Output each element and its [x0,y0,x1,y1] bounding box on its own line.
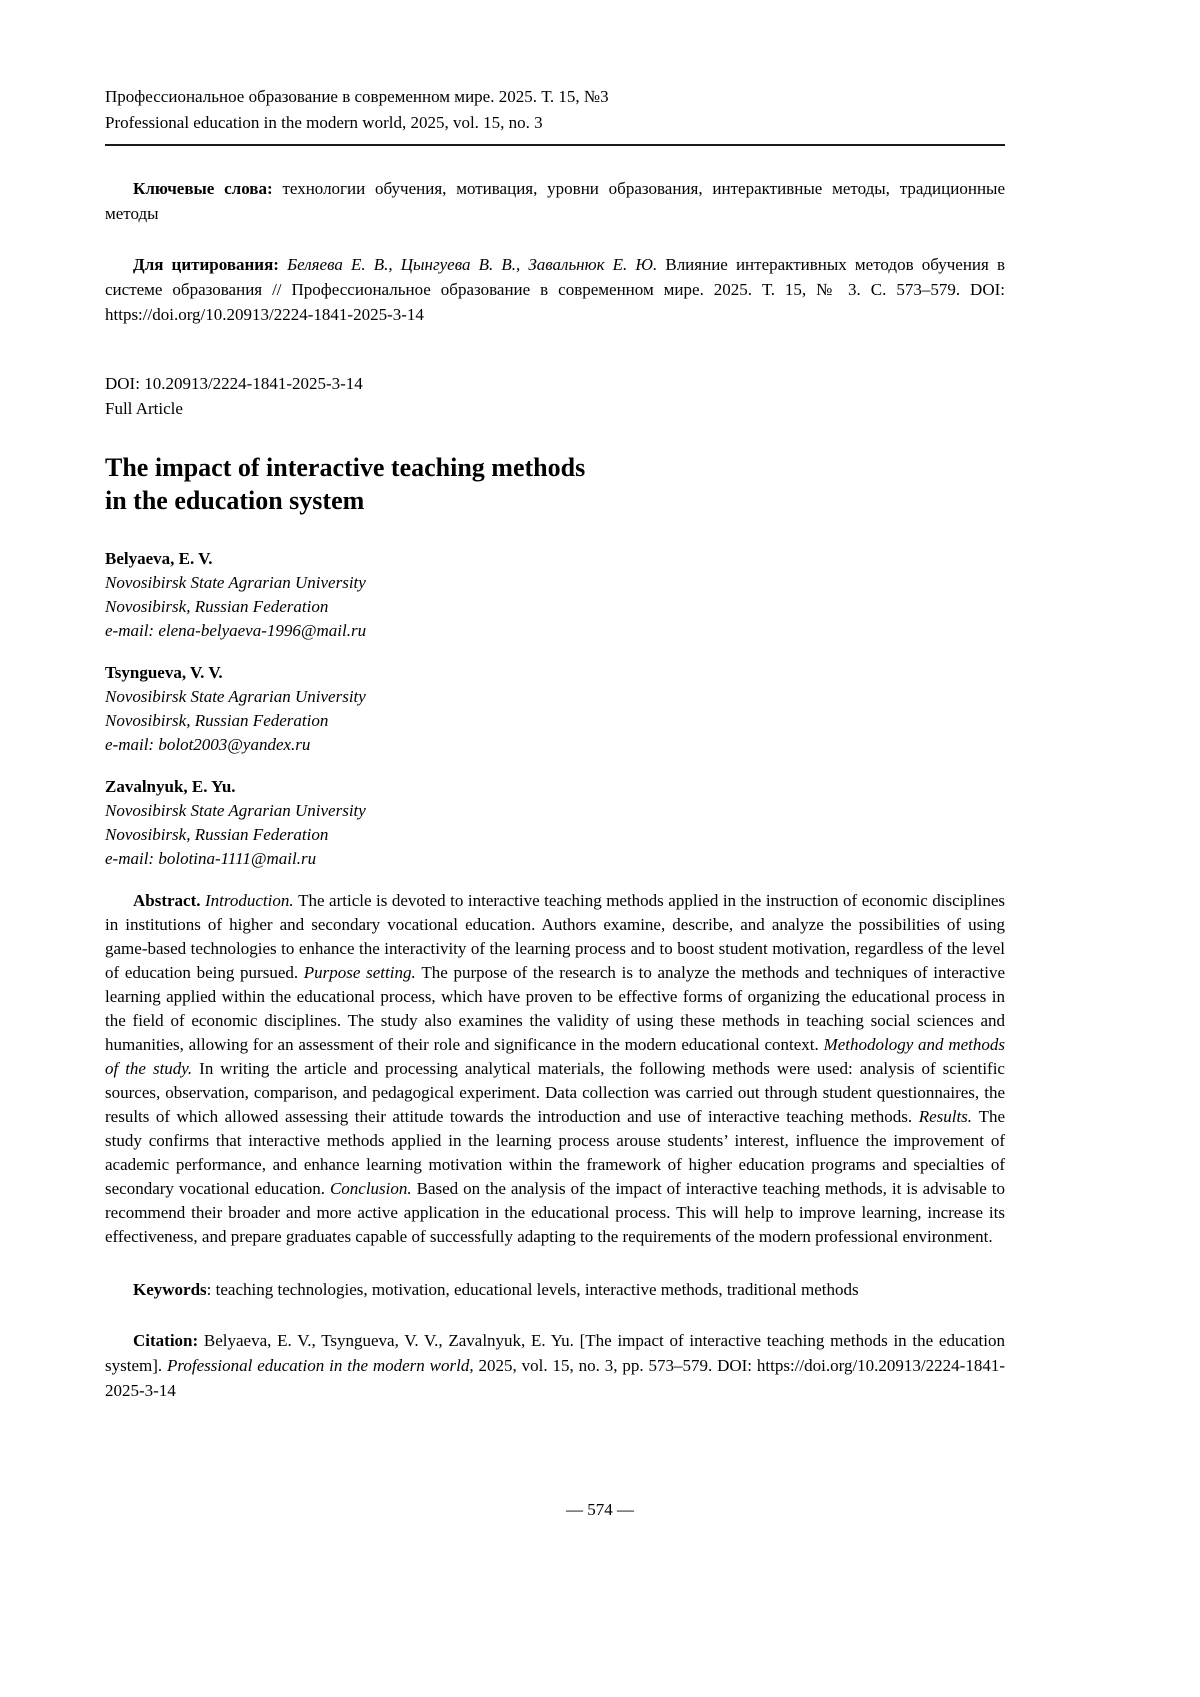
author-affiliation: Novosibirsk State Agrarian University [105,801,366,820]
author-block [105,547,1005,643]
author-email: e-mail: elena-belyaeva-1996@mail.ru [105,621,367,640]
keywords-en-paragraph: Keywords: teaching technologies, motivation, educational levels, interactive methods, traditional methods [133,1280,859,1299]
author-name: Tsyngueva, V. V. [105,663,223,682]
article-title-line-2: in the education system [105,486,365,515]
page-content [105,0,1005,1403]
keywords-ru-paragraph: Ключевые слова: технологии обучения, мотивация, уровни образования, интерактивные методы, традиционные методы [105,179,1006,223]
doi-block [105,371,1005,421]
author-location: Novosibirsk, Russian Federation [105,711,329,730]
authors-section [105,547,1005,871]
author-block [105,775,1005,871]
full-article-label: Full Article [105,399,183,418]
author-email: e-mail: bolot2003@yandex.ru [105,735,311,754]
journal-title-ru: Профессиональное образование в современном мире. 2025. Т. 15, №3 [105,87,609,106]
journal-title-en: Professional education in the modern world, 2025, vol. 15, no. 3 [105,113,543,132]
author-affiliation: Novosibirsk State Agrarian University [105,687,366,706]
article-title-line-1: The impact of interactive teaching methods [105,453,586,482]
citation-en-paragraph: Citation: Belyaeva, E. V., Tsyngueva, V. V., Zavalnyuk, E. Yu. [The impact of interactive teaching methods in the education system]. Professional education in the modern world, 2025, vol. 15, no. 3, pp. 573–579. DOI: https://doi.org/10.20913/2224-1841-2025-3-14 [105,1331,1005,1400]
author-location: Novosibirsk, Russian Federation [105,825,329,844]
doi-line: DOI: 10.20913/2224-1841-2025-3-14 [105,374,363,393]
author-block [105,661,1005,757]
author-name: Zavalnyuk, E. Yu. [105,777,236,796]
page-number: — 574 — [566,1500,634,1519]
author-name: Belyaeva, E. V. [105,549,213,568]
author-affiliation: Novosibirsk State Agrarian University [105,573,366,592]
author-location: Novosibirsk, Russian Federation [105,597,329,616]
running-head [105,0,1005,146]
citation-ru-paragraph: Для цитирования: Беляева Е. В., Цынгуева В. В., Завальнюк Е. Ю. Влияние интерактивных методов обучения в системе образования // Профессиональное образование в современном мире. 2025. Т. 15, № 3. С. 573–579. DOI: https://doi.org/10.20913/2224-1841-2025-3-14 [105,255,1005,324]
abstract-paragraph: Abstract. Introduction. The article is devoted to interactive teaching methods applied in the instruction of economic disciplines in institutions of higher and secondary vocational education. Authors examine, describe, and analyze the possibilities of using game-based technologies to enhance the interactivity of the learning process and to boost student motivation, regardless of the level of education being pursued. Purpose setting. The purpose of the research is to analyze the methods and techniques of interactive learning applied within the educational process, which have proven to be effective forms of organizing the educational process in the field of economic disciplines. The study also examines the validity of using these methods in teaching social sciences and humanities, allowing for an assessment of their role and significance in the modern educational context. Methodology and methods of the study. In writing the article and processing analytical materials, the following methods were used: analysis of scientific sources, observation, comparison, and pedagogical experiment. Data collection was carried out through student questionnaires, the results of which allowed assessing their attitude towards the introduction and use of interactive teaching methods. Results. The study confirms that interactive methods applied in the learning process arouse students’ interest, influence the improvement of academic performance, and enhance learning motivation within the framework of higher education programs and specialties of secondary vocational education. Conclusion. Based on the analysis of the impact of interactive teaching methods, it is advisable to recommend their broader and more active application in the educational process. This will help to improve learning, increase its effectiveness, and prepare graduates capable of successfully adapting to the requirements of the modern professional environment. [105,891,1005,1246]
author-email: e-mail: bolotina-1111@mail.ru [105,849,317,868]
header-rule [105,144,1005,146]
article-title [105,451,1005,517]
